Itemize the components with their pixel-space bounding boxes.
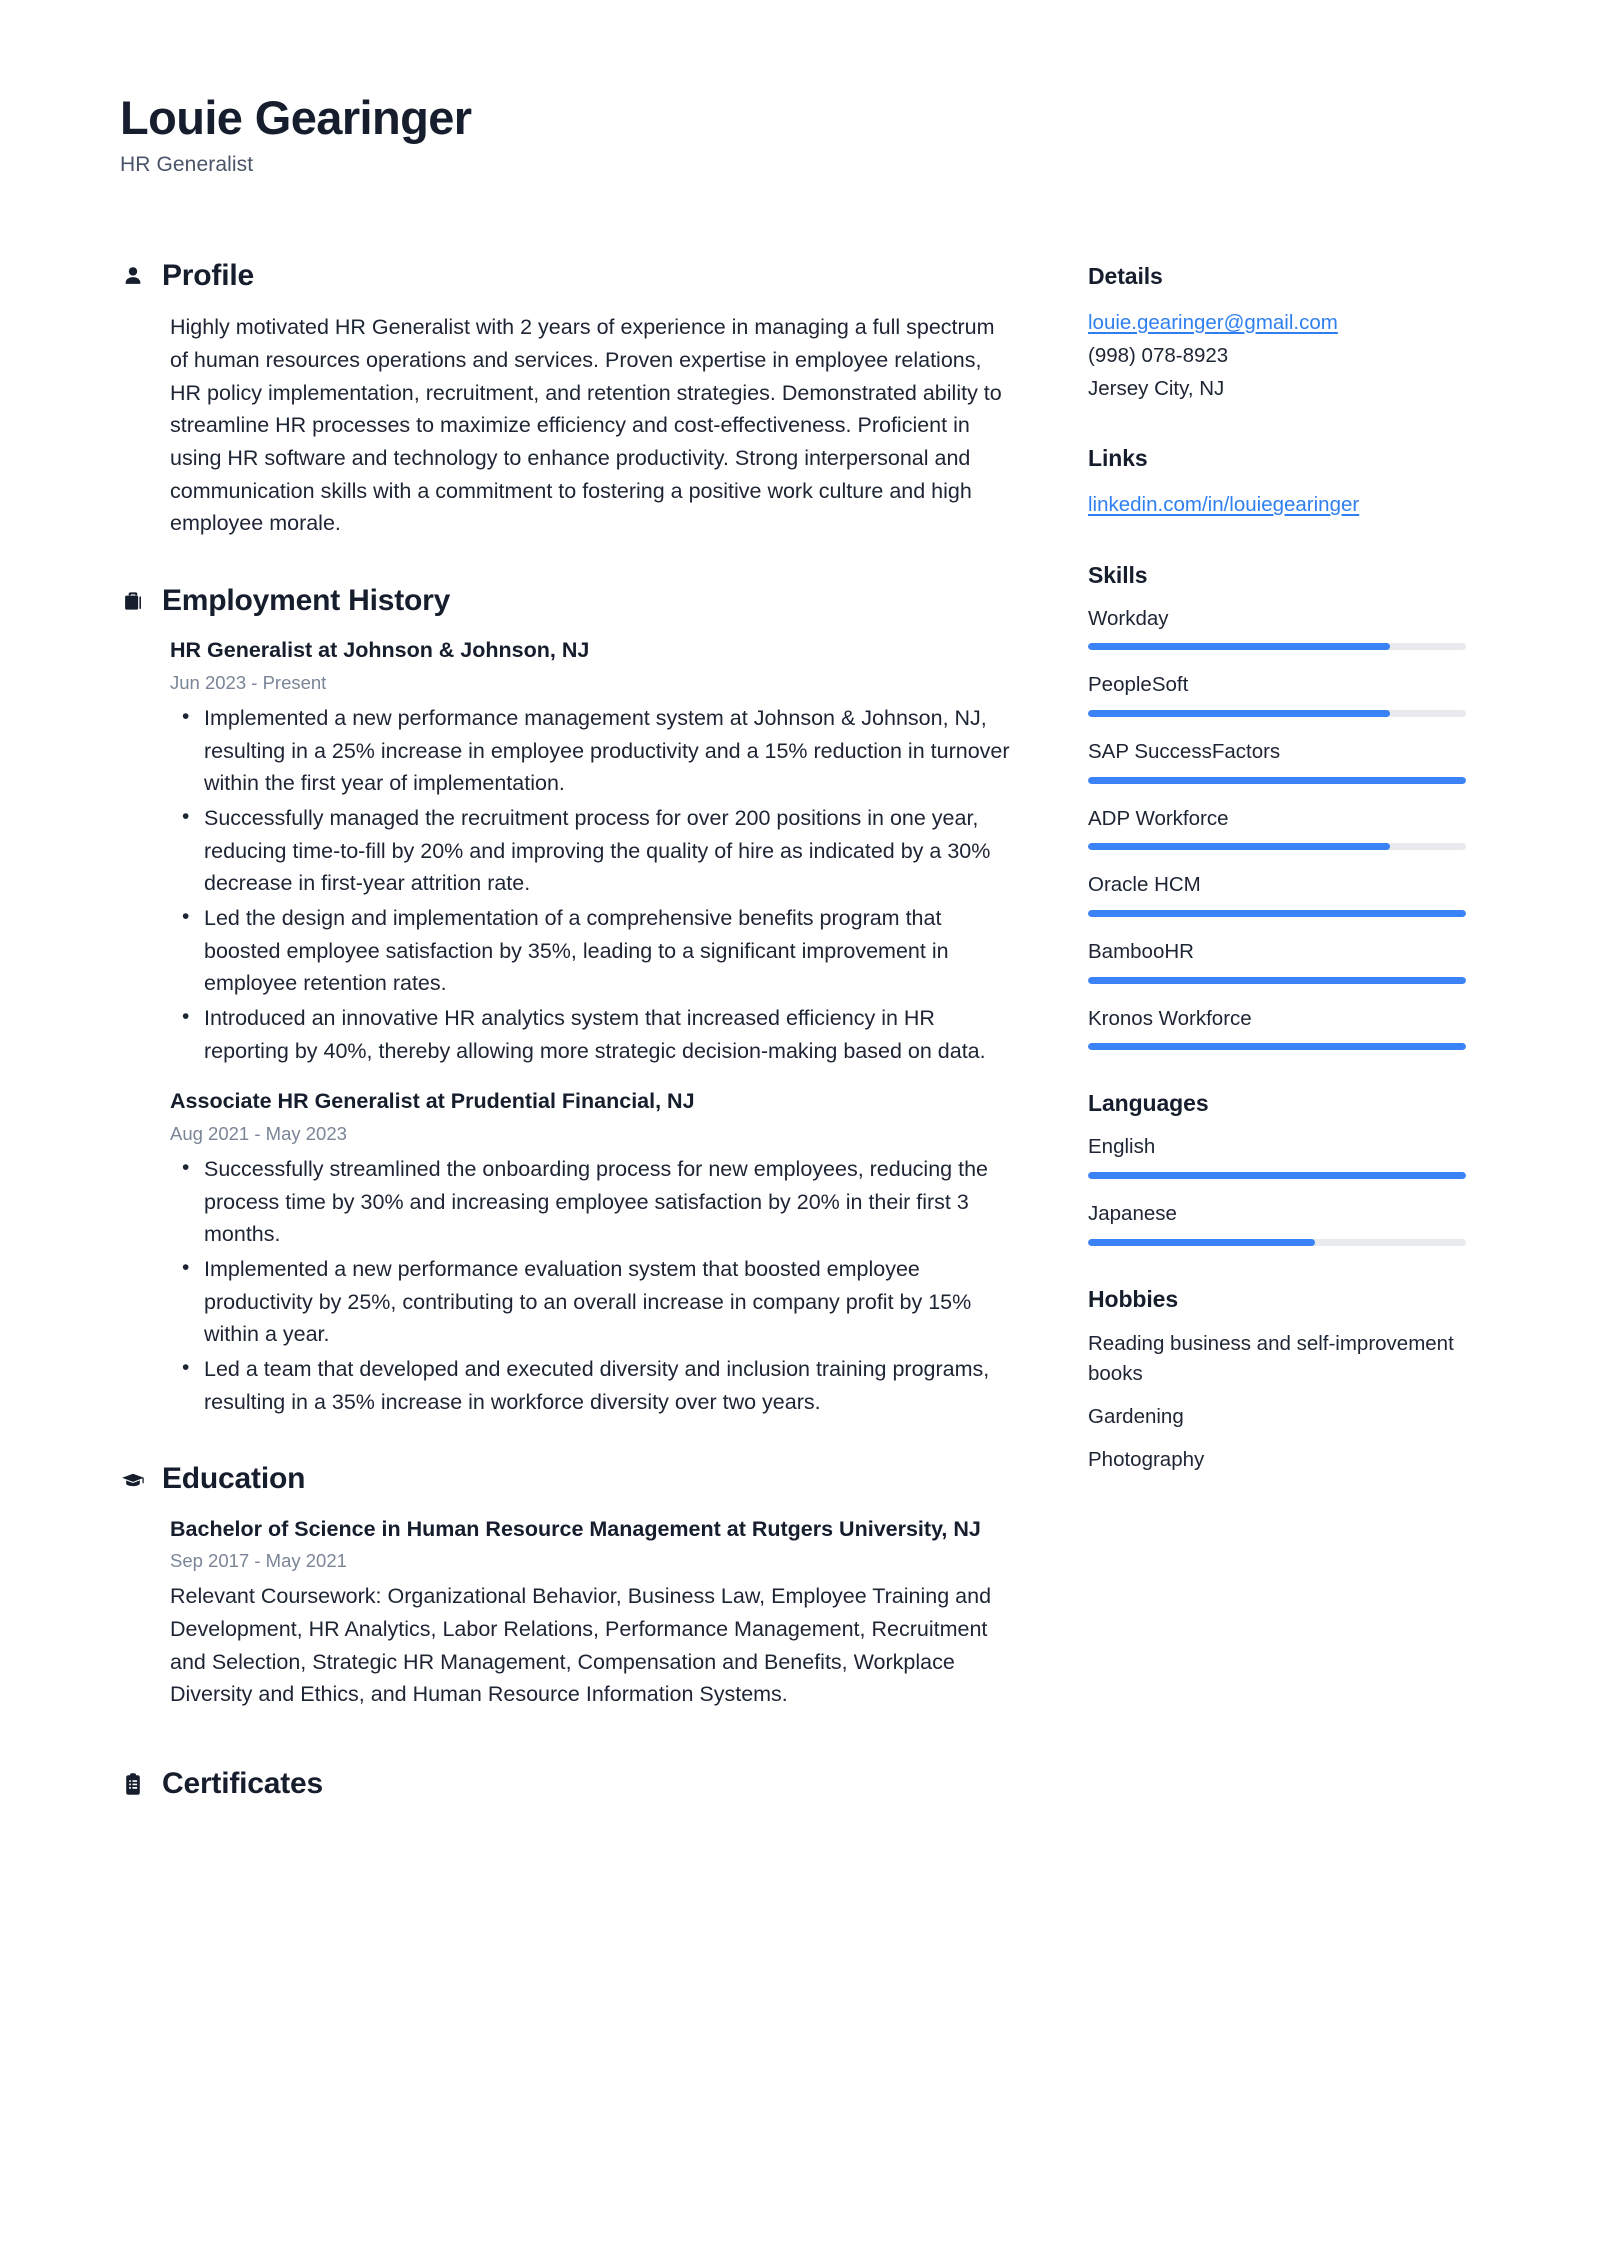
main-column <box>120 259 1010 1820</box>
bullet-item: • Successfully streamlined the onboarding process for new employees, reducing the process time by 30% and increasing employee satisfaction by 20% in their first 3 months. <box>170 1153 1010 1251</box>
hobby-item: Reading business and self-improvement books <box>1088 1331 1454 1386</box>
sidebar-title-languages: Languages <box>1088 1090 1209 1117</box>
certificates-heading-row <box>120 1767 1010 1802</box>
skill-item <box>1088 1005 1468 1051</box>
bullet-item: • Implemented a new performance management system at Johnson & Johnson, NJ, resulting in a 25% increase in employee productivity and a 15% reduction in turnover within the first year of implementation. <box>170 702 1010 800</box>
section-education <box>120 1462 1010 1711</box>
education-entry-description: Relevant Coursework: Organizational Behavior, Business Law, Employee Training and Development, HR Analytics, Labor Relations, Performance Management, Recruitment and Selection, Strategic HR Management, Compensation and Benefits, Workplace Diversity and Ethics, and Human Resource Information Systems. <box>170 1584 992 1707</box>
section-title-certificates: Certificates <box>162 1766 324 1800</box>
language-item <box>1088 1133 1468 1179</box>
education-entry <box>170 1515 1010 1711</box>
employment-entry <box>170 636 1010 1067</box>
skill-item <box>1088 605 1468 651</box>
sidebar-column <box>1088 259 1468 1476</box>
skill-label: Oracle HCM <box>1088 873 1201 897</box>
profile-text: Highly motivated HR Generalist with 2 years of experience in managing a full spectrum of human resources operations and services. Proven expertise in employee relations, HR policy implementation, recruitment, and retention strategies. Demonstrated ability to streamline HR processes to maximize efficiency and cost-effectiveness. Proficient in using HR software and technology to enhance productivity. Strong interpersonal and communication skills with a commitment to fostering a positive work culture and high employee morale. <box>170 315 1002 536</box>
profile-heading-row <box>120 259 1010 294</box>
skill-rating-track <box>1088 977 1466 984</box>
bullet-item: • Led a team that developed and executed diversity and inclusion training programs, resulting in a 35% increase in workforce diversity over two years. <box>170 1353 1010 1418</box>
skill-rating-fill <box>1088 1043 1466 1050</box>
detail-location: Jersey City, NJ <box>1088 377 1225 401</box>
employment-entry <box>170 1087 1010 1418</box>
sidebar-title-skills: Skills <box>1088 561 1148 588</box>
resume-body <box>120 259 1480 1820</box>
detail-phone: (998) 078-8923 <box>1088 343 1229 367</box>
skill-rating-fill <box>1088 977 1466 984</box>
language-rating-fill <box>1088 1239 1315 1246</box>
employment-body <box>120 636 1010 1418</box>
section-employment-history <box>120 584 1010 1418</box>
employment-entry-title: Associate HR Generalist at Prudential Financial, NJ <box>170 1089 695 1114</box>
sidebar-skills <box>1088 562 1468 1051</box>
sidebar-links <box>1088 445 1468 521</box>
candidate-job-title: HR Generalist <box>120 152 254 176</box>
graduation-cap-icon <box>120 1465 146 1495</box>
skill-rating-track <box>1088 710 1466 717</box>
skill-item <box>1088 805 1468 851</box>
employment-entry-title: HR Generalist at Johnson & Johnson, NJ <box>170 638 590 663</box>
sidebar-title-links: Links <box>1088 445 1148 472</box>
language-rating-track <box>1088 1172 1466 1179</box>
language-label: English <box>1088 1135 1156 1159</box>
education-entry-date: Sep 2017 - May 2021 <box>170 1550 347 1572</box>
skill-label: Kronos Workforce <box>1088 1006 1252 1030</box>
skill-item <box>1088 871 1468 917</box>
skill-rating-track <box>1088 643 1466 650</box>
hobby-item: Photography <box>1088 1447 1205 1471</box>
skill-rating-fill <box>1088 710 1390 717</box>
skill-label: Workday <box>1088 606 1169 630</box>
skill-rating-fill <box>1088 843 1390 850</box>
bullet-item: • Introduced an innovative HR analytics system that increased efficiency in HR reporting by 40%, thereby allowing more strategic decision-making based on data. <box>170 1002 1010 1067</box>
sidebar-title-hobbies: Hobbies <box>1088 1285 1179 1312</box>
skill-item <box>1088 938 1468 984</box>
language-item <box>1088 1200 1468 1246</box>
briefcase-icon <box>120 586 146 616</box>
skill-label: SAP SuccessFactors <box>1088 739 1281 763</box>
skill-rating-fill <box>1088 910 1466 917</box>
sidebar-languages <box>1088 1090 1468 1245</box>
section-title-employment: Employment History <box>162 583 451 617</box>
employment-entry-bullets <box>170 702 1010 1067</box>
education-heading-row <box>120 1462 1010 1497</box>
sidebar-hobbies <box>1088 1286 1468 1476</box>
sidebar-title-details: Details <box>1088 262 1163 289</box>
employment-heading-row <box>120 584 1010 619</box>
detail-email-row <box>1088 306 1468 339</box>
education-body <box>120 1515 1010 1711</box>
skill-rating-track <box>1088 1043 1466 1050</box>
sidebar-details <box>1088 263 1468 406</box>
language-rating-track <box>1088 1239 1466 1246</box>
skill-rating-fill <box>1088 643 1390 650</box>
skill-rating-track <box>1088 843 1466 850</box>
person-icon <box>120 261 146 291</box>
bullet-item: • Successfully managed the recruitment process for over 200 positions in one year, reducing time-to-fill by 20% and improving the quality of hire as indicated by a 30% decrease in first-year attrition rate. <box>170 802 1010 900</box>
language-label: Japanese <box>1088 1201 1177 1225</box>
skill-item <box>1088 671 1468 717</box>
candidate-name: Louie Gearinger <box>120 91 472 144</box>
employment-entry-date: Aug 2021 - May 2023 <box>170 1122 347 1144</box>
section-profile <box>120 259 1010 540</box>
skill-rating-track <box>1088 777 1466 784</box>
skill-item <box>1088 738 1468 784</box>
bullet-item: • Implemented a new performance evaluation system that boosted employee productivity by 25%, contributing to an overall increase in company profit by 15% within a year. <box>170 1253 1010 1351</box>
hobby-item: Gardening <box>1088 1405 1184 1429</box>
section-title-profile: Profile <box>162 258 254 292</box>
profile-body <box>120 311 1010 540</box>
bullet-item: • Led the design and implementation of a comprehensive benefits program that boosted employee satisfaction by 35%, leading to a significant improvement in employee retention rates. <box>170 902 1010 1000</box>
link-row <box>1088 488 1468 521</box>
skill-label: PeopleSoft <box>1088 673 1189 697</box>
section-certificates <box>120 1767 1010 1802</box>
education-entry-title: Bachelor of Science in Human Resource Management at Rutgers University, NJ <box>170 1516 981 1541</box>
resume-header <box>120 92 1480 177</box>
language-rating-fill <box>1088 1172 1466 1179</box>
linkedin-link[interactable]: linkedin.com/in/louiegearinger <box>1088 493 1360 517</box>
skill-rating-fill <box>1088 777 1466 784</box>
email-link[interactable]: louie.gearinger@gmail.com <box>1088 310 1338 334</box>
skill-rating-track <box>1088 910 1466 917</box>
employment-entry-bullets <box>170 1153 1010 1418</box>
clipboard-list-icon <box>120 1769 146 1799</box>
section-title-education: Education <box>162 1462 306 1496</box>
skill-label: ADP Workforce <box>1088 806 1229 830</box>
skill-label: BambooHR <box>1088 939 1194 963</box>
employment-entry-date: Jun 2023 - Present <box>170 672 327 694</box>
